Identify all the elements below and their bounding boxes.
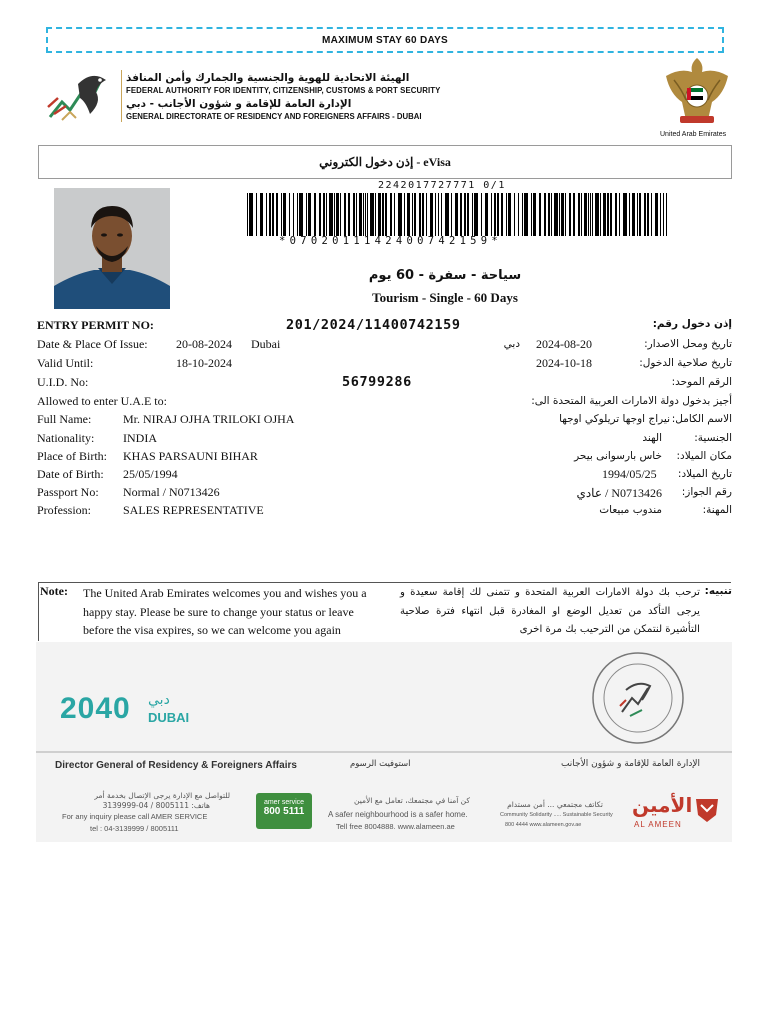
barcode-bar <box>419 193 421 236</box>
community-ar: تكاتف مجتمعي ... أمن مستدام <box>507 800 603 809</box>
barcode-bar <box>647 193 649 236</box>
birth-date-value: 25/05/1994 <box>123 467 178 481</box>
dubai-2040-ar: دبي <box>148 692 170 708</box>
full-name-label: Full Name: <box>37 412 92 426</box>
falcon-logo-icon <box>40 62 120 126</box>
directorate-name-ar: الإدارة العامة للإقامة و شؤون الأجانب - دبي <box>126 98 352 110</box>
valid-until-ar-value: 2024-10-18 <box>536 356 592 370</box>
barcode-bar <box>644 193 646 236</box>
entry-permit-number: 201/2024/11400742159 <box>286 317 461 333</box>
barcode-bar <box>551 193 552 236</box>
barcode-bar <box>326 193 327 236</box>
valid-until-label-ar: تاريخ صلاحية الدخول: <box>639 357 732 369</box>
barcode-bar <box>289 193 290 236</box>
barcode-bar <box>615 193 617 236</box>
barcode-bar <box>306 193 307 236</box>
visa-type-ar: سياحة - سفرة - 60 يوم <box>368 268 522 283</box>
barcode-bar <box>497 193 499 236</box>
barcode-bar <box>474 193 478 236</box>
barcode-bar <box>578 193 580 236</box>
birth-place-label: Place of Birth: <box>37 449 107 463</box>
barcode-bar <box>435 193 436 236</box>
barcode-bar <box>565 193 566 236</box>
uid-value: 56799286 <box>342 374 412 390</box>
barcode-bar <box>441 193 442 236</box>
amer-badge <box>256 793 312 829</box>
header-divider <box>121 70 122 122</box>
safer-en: A safer neighbourhood is a safer home. <box>328 810 468 819</box>
barcode-bar <box>412 193 413 236</box>
amer-badge-number: 800 5111 <box>263 806 305 817</box>
barcode-bar <box>438 193 439 236</box>
barcode-bar <box>524 193 528 236</box>
directorate-name-en: GENERAL DIRECTORATE OF RESIDENCY AND FOREIGNERS AFFAIRS - DUBAI <box>126 112 422 121</box>
barcode-bar <box>445 193 449 236</box>
barcode-bar <box>404 193 405 236</box>
profession-label-ar: المهنة: <box>702 504 732 516</box>
barcode-bar <box>629 193 630 236</box>
alameen-shield-icon <box>694 795 720 823</box>
barcode-bar <box>559 193 560 236</box>
safer-tel: Tell free 8004888. www.alameen.ae <box>336 822 455 831</box>
barcode-bar <box>531 193 532 236</box>
issue-date-ar-value: 2024-08-20 <box>536 337 592 351</box>
barcode-bar <box>297 193 298 236</box>
barcode-bar <box>323 193 325 236</box>
barcode-bar <box>308 193 311 236</box>
barcode-bar <box>344 193 346 236</box>
barcode-bar <box>508 193 511 236</box>
barcode-bar <box>329 193 333 236</box>
valid-until-value: 18-10-2024 <box>176 356 232 370</box>
community-en: Community Solidarity ..... Sustainable Security <box>500 812 613 818</box>
passport-label-ar: رقم الجواز: <box>681 486 732 498</box>
barcode-bar <box>588 193 589 236</box>
barcode-bar <box>398 193 402 236</box>
barcode-bar <box>281 193 282 236</box>
barcode-bar <box>518 193 519 236</box>
barcode-bar <box>501 193 503 236</box>
barcode-bar <box>663 193 664 236</box>
issue-date-value: 20-08-2024 <box>176 337 232 351</box>
full-name-label-ar: الاسم الكامل: <box>671 413 732 425</box>
uid-label: U.I.D. No: <box>37 375 89 389</box>
barcode-bar <box>600 193 601 236</box>
barcode-bar <box>592 193 593 236</box>
issue-date-label: Date & Place Of Issue: <box>37 337 148 351</box>
entry-permit-label-ar: إذن دخول رقم: <box>652 318 732 330</box>
barcode-bar <box>340 193 341 236</box>
barcode-bar <box>249 193 253 236</box>
amer-contact-en: For any inquiry please call AMER SERVICE <box>62 812 208 821</box>
barcode-bar <box>430 193 433 236</box>
barcode-bar <box>485 193 488 236</box>
valid-until-label: Valid Until: <box>37 356 94 370</box>
nationality-ar-value: الهند <box>642 432 662 444</box>
emblem-caption: United Arab Emirates <box>660 131 727 138</box>
barcode-bar <box>272 193 274 236</box>
birth-date-label: Date of Birth: <box>37 467 104 481</box>
birth-date-label-ar: تاريخ الميلاد: <box>677 468 732 480</box>
applicant-photo <box>54 188 170 309</box>
barcode-bar <box>247 193 248 236</box>
uae-emblem-icon <box>660 54 734 130</box>
birth-place-ar-value: خاس بارسوانى بيحر <box>574 450 662 462</box>
barcode-bar <box>426 193 427 236</box>
amer-contact-ar: للتواصل مع الإدارة يرجى الإتصال بخدمة أمر <box>94 791 230 800</box>
barcode-bar <box>293 193 294 236</box>
issue-place-value: Dubai <box>251 337 281 351</box>
barcode-bar <box>651 193 652 236</box>
barcode-bar <box>390 193 392 236</box>
authority-name-en: FEDERAL AUTHORITY FOR IDENTITY, CITIZENSHIP, CUSTOMS & PORT SECURITY <box>126 86 441 95</box>
barcode-bar <box>561 193 564 236</box>
barcode-bar <box>573 193 575 236</box>
director-general-en: Director General of Residency & Foreigners Affairs <box>55 760 297 771</box>
passport-value: Normal / N0713426 <box>123 485 220 499</box>
barcode-bar <box>359 193 362 236</box>
authority-name-ar: الهيئة الاتحادية للهوية والجنسية والجمارك وأمن المنافذ <box>126 72 410 84</box>
amer-badge-top: amer service <box>263 799 305 806</box>
barcode-bar <box>414 193 416 236</box>
barcode-bar <box>407 193 410 236</box>
barcode-bar <box>319 193 321 236</box>
director-general-ar: الإدارة العامة للإقامة و شؤون الأجانب <box>560 759 700 769</box>
barcode-bar <box>336 193 339 236</box>
barcode-bar <box>451 193 452 236</box>
barcode-bar <box>365 193 366 236</box>
barcode-bar <box>581 193 582 236</box>
barcode-bar <box>514 193 515 236</box>
barcode-bar <box>348 193 350 236</box>
barcode-bar <box>623 193 627 236</box>
barcode-bar <box>260 193 263 236</box>
barcode-bar <box>266 193 267 236</box>
barcode-bar <box>607 193 609 236</box>
barcode-bar <box>619 193 620 236</box>
barcode-bar <box>394 193 395 236</box>
profession-label: Profession: <box>37 503 91 517</box>
barcode-bar <box>314 193 316 236</box>
barcode-bar <box>590 193 591 236</box>
barcode-bar <box>467 193 469 236</box>
uid-label-ar: الرقم الموحد: <box>671 376 732 388</box>
barcode-bar <box>491 193 492 236</box>
barcode-bar <box>655 193 658 236</box>
barcode-bar <box>522 193 523 236</box>
barcode-bar <box>356 193 357 236</box>
footer-divider <box>36 751 732 753</box>
note-label: Note: <box>40 584 68 598</box>
nationality-value: INDIA <box>123 431 157 445</box>
barcode-bar <box>472 193 473 236</box>
birth-place-label-ar: مكان الميلاد: <box>676 450 732 462</box>
birth-date-ar-value: 1994/05/25 <box>602 467 657 481</box>
fees-paid-ar: استوفيت الرسوم <box>350 759 411 769</box>
barcode-bar <box>276 193 278 236</box>
barcode-bar <box>363 193 364 236</box>
dubai-2040-number: 2040 <box>60 692 131 725</box>
barcode-bar <box>378 193 381 236</box>
barcode-bar <box>460 193 462 236</box>
barcode-bar <box>506 193 507 236</box>
barcode-bar <box>548 193 550 236</box>
evisa-title: إذن دخول الكتروني - eVisa <box>38 145 732 179</box>
barcode-bar <box>569 193 571 236</box>
alameen-logo-en: AL AMEEN <box>634 820 682 829</box>
profession-value: SALES REPRESENTATIVE <box>123 503 264 517</box>
barcode-bar <box>334 193 335 236</box>
full-name-ar-value: نيراج اوجها تريلوكي اوجها <box>559 413 670 425</box>
safer-ar: كن آمنا في مجتمعك، تعامل مع الأمين <box>354 796 470 805</box>
issue-date-label-ar: تاريخ ومحل الاصدار: <box>644 338 732 350</box>
barcode-bar <box>455 193 458 236</box>
barcode-bar <box>595 193 599 236</box>
barcode <box>247 193 670 236</box>
barcode-bar <box>660 193 661 236</box>
profession-ar-value: مندوب مبيعات <box>599 504 662 516</box>
barcode-bar <box>422 193 424 236</box>
full-name-value: Mr. NIRAJ OJHA TRILOKI OJHA <box>123 412 295 426</box>
barcode-bar <box>385 193 387 236</box>
barcode-bar <box>666 193 667 236</box>
alameen-logo-ar: الأمين <box>632 793 693 817</box>
barcode-bar <box>283 193 286 236</box>
barcode-bar <box>544 193 546 236</box>
barcode-bar <box>610 193 612 236</box>
barcode-bar <box>353 193 355 236</box>
barcode-bar <box>370 193 374 236</box>
issue-place-ar: دبي <box>503 338 520 350</box>
official-stamp-icon <box>590 650 686 746</box>
passport-ar-value: N0713426 / عادي <box>576 486 662 500</box>
barcode-bar <box>637 193 638 236</box>
allowed-enter-label-ar: أجيز بدخول دولة الامارات العربية المتحدة الى: <box>531 395 732 407</box>
visa-type-en: Tourism - Single - 60 Days <box>372 290 518 305</box>
barcode-bar <box>299 193 303 236</box>
barcode-bar <box>256 193 257 236</box>
community-tel: 800 4444 www.alameen.gov.ae <box>505 822 582 828</box>
passport-label: Passport No: <box>37 485 99 499</box>
barcode-bar <box>481 193 482 236</box>
barcode-bar <box>584 193 587 236</box>
barcode-bar <box>494 193 496 236</box>
dubai-2040-en: DUBAI <box>148 710 190 725</box>
barcode-bar <box>554 193 558 236</box>
note-label-ar: تنبيه: <box>704 585 732 597</box>
allowed-enter-label: Allowed to enter U.A.E to: <box>37 394 167 408</box>
barcode-bar <box>632 193 635 236</box>
amer-phone-en: tel : 04-3139999 / 8005111 <box>90 824 179 833</box>
barcode-bar <box>639 193 641 236</box>
entry-permit-label: ENTRY PERMIT NO: <box>37 318 154 332</box>
barcode-bottom-number: *0702011142400742159* <box>279 235 503 247</box>
barcode-bar <box>269 193 271 236</box>
nationality-label-ar: الجنسية: <box>694 432 732 444</box>
max-stay-banner: MAXIMUM STAY 60 DAYS <box>46 27 724 53</box>
nationality-label: Nationality: <box>37 431 95 445</box>
barcode-top-number: 2242017727771 0/1 <box>378 180 506 191</box>
barcode-bar <box>382 193 384 236</box>
barcode-bar <box>533 193 536 236</box>
barcode-bar <box>375 193 376 236</box>
note-text-ar: ترحب بك دولة الامارات العربية المتحدة و تتمنى لك إقامة سعيدة و يرجى التأكد من تعديل الوضع او المغادرة قبل انتهاء فترة صلاحية التأشيرة لنتمكن من الترحيب بك مرة اخرى <box>400 587 700 635</box>
note-text: The United Arab Emirates welcomes you and wishes you a happy stay. Please be sure to change your status or leave before the visa expires, so we can welcome you again <box>83 586 367 637</box>
birth-place-value: KHAS PARSAUNI BIHAR <box>123 449 258 463</box>
barcode-bar <box>539 193 541 236</box>
barcode-bar <box>464 193 466 236</box>
amer-phone-ar: هاتف: 8005111 / 04-3139999 <box>102 801 210 810</box>
barcode-bar <box>603 193 606 236</box>
barcode-bar <box>367 193 368 236</box>
